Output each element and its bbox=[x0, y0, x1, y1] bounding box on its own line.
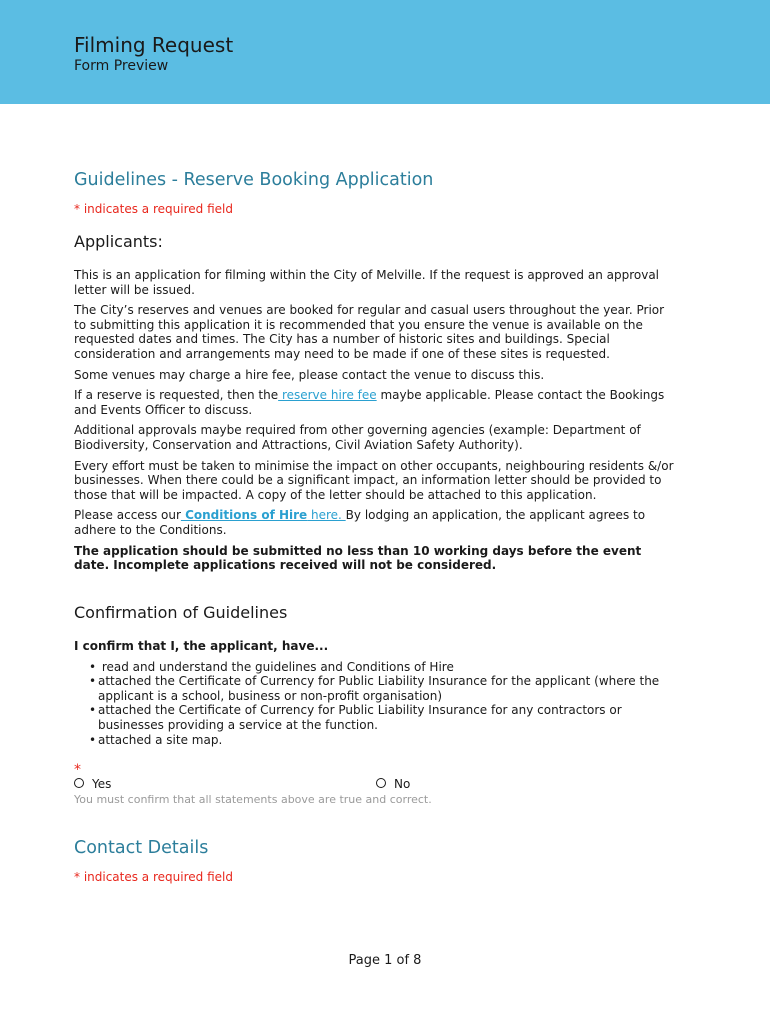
page-number: Page 1 of 8 bbox=[348, 953, 422, 968]
paragraph-impact: Every effort must be taken to minimise the impact on other occupants, neighbouring residents &/or businesses. When there could be a significant impact, an information letter should be provided to those that will be impacted. A copy of the letter should be attached to this application. bbox=[74, 458, 674, 502]
reserve-hire-fee-link[interactable]: reserve hire fee bbox=[278, 388, 377, 403]
paragraph-reserve-request bbox=[74, 388, 676, 417]
reserve-text-after: maybe applicable. Please contact the Bookings and Events Officer to discuss. bbox=[74, 388, 665, 417]
required-field-note: * indicates a required field bbox=[74, 202, 233, 216]
form-title: Filming Request bbox=[74, 33, 234, 57]
bullet-icon: • bbox=[89, 732, 97, 747]
conditions-link-bold: Conditions of Hire bbox=[180, 508, 308, 523]
confirmation-help-text: You must confirm that all statements above are true and correct. bbox=[74, 793, 432, 807]
page-header bbox=[0, 0, 770, 104]
list-item-text: attached the Certificate of Currency for Public Liability Insurance for the applicant (where the applicant is a school, business or non-profit organisation) bbox=[98, 674, 660, 703]
list-item-text: read and understand the guidelines and Conditions of Hire bbox=[98, 659, 454, 674]
list-item-text: attached a site map. bbox=[98, 732, 223, 747]
conditions-of-hire-link[interactable] bbox=[181, 508, 346, 522]
radio-yes-label: Yes bbox=[92, 777, 112, 792]
bullet-icon: • bbox=[89, 703, 97, 718]
paragraph-conditions bbox=[74, 508, 676, 537]
list-item bbox=[74, 660, 676, 675]
reserve-text-before: If a reserve is requested, then the bbox=[74, 388, 279, 403]
form-subtitle: Form Preview bbox=[74, 58, 169, 74]
confirmation-heading: Confirmation of Guidelines bbox=[74, 602, 288, 622]
form-content bbox=[74, 170, 676, 884]
confirmation-list bbox=[74, 660, 676, 748]
radio-circle-icon[interactable] bbox=[74, 778, 84, 788]
conditions-text-after: By lodging an application, the applicant agrees to adhere to the Conditions. bbox=[74, 508, 646, 537]
conditions-text-before: Please access our bbox=[74, 508, 181, 523]
guidelines-heading: Guidelines - Reserve Booking Application bbox=[74, 170, 434, 190]
paragraph-intro: This is an application for filming within the City of Melville. If the request is approved an approval letter will be issued. bbox=[74, 268, 659, 297]
paragraph-submission-deadline: The application should be submitted no less than 10 working days before the event date. Incomplete applications received will not be considered. bbox=[74, 543, 642, 573]
confirmation-radio-group bbox=[74, 777, 676, 793]
list-item bbox=[74, 703, 676, 732]
list-item-text: attached the Certificate of Currency for Public Liability Insurance for any contractors or businesses providing a service at the function. bbox=[98, 703, 622, 733]
required-asterisk: * bbox=[74, 762, 81, 779]
conditions-link-rest: here. bbox=[307, 508, 346, 523]
radio-no-label: No bbox=[394, 777, 411, 792]
paragraph-reserves: The City’s reserves and venues are booked for regular and casual users throughout the year. Prior to submitting this application it is recommended that you ensure the venue is available on the requested dates and times. The City has a number of historic sites and buildings. Special consideration and arrangements may need to be made if one of these sites is requested. bbox=[74, 303, 665, 361]
contact-required-note: * indicates a required field bbox=[74, 870, 233, 885]
list-item bbox=[74, 733, 676, 748]
bullet-icon: • bbox=[89, 674, 97, 689]
contact-heading: Contact Details bbox=[74, 838, 209, 859]
paragraph-hire-fee: Some venues may charge a hire fee, please contact the venue to discuss this. bbox=[74, 367, 545, 382]
bullet-icon: • bbox=[89, 659, 97, 674]
radio-no[interactable] bbox=[376, 777, 410, 791]
radio-circle-icon[interactable] bbox=[376, 778, 386, 788]
applicants-heading: Applicants: bbox=[74, 232, 163, 251]
radio-yes[interactable] bbox=[74, 777, 111, 791]
list-item bbox=[74, 674, 676, 703]
paragraph-approvals: Additional approvals maybe required from other governing agencies (example: Department of Biodiversity, Conservation and Attractions, Civil Aviation Safety Authority). bbox=[74, 423, 641, 452]
confirmation-lead: I confirm that I, the applicant, have... bbox=[74, 638, 329, 653]
